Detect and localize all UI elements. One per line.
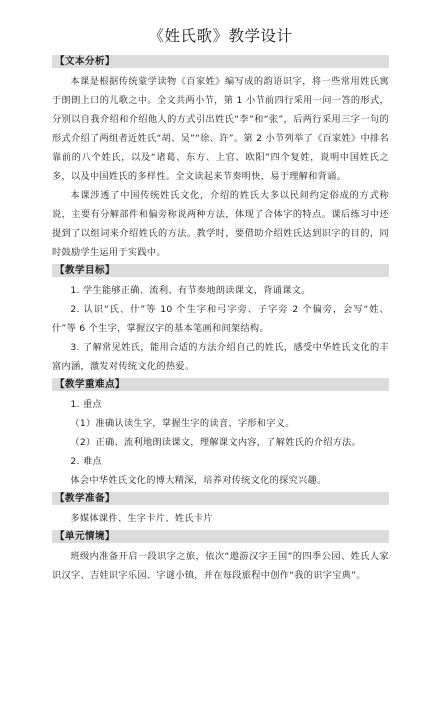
context-paragraph: 班级内准备开启一段识字之旅，依次“遨游汉字王国”的四季公园、姓氏人家识汉字、吉娃识字乐园、字谜小镇，并在每段旅程中创作“我的识字宝典”。 xyxy=(52,551,389,581)
keypoint-difficulty-item: 体会中华姓氏文化的博大精深，培养对传统文化的探究兴趣。 xyxy=(70,475,327,486)
goal-item-2: 2. 认识“氏、什”等 10 个生字和弓字旁、子字旁 2 个偏旁，会写“姓、什”等 6 个生字，掌握汉字的基本笔画和间架结构。 xyxy=(52,304,389,334)
analysis-paragraph-2: 本课涉透了中国传统姓氏文化，介绍的姓氏大多以民间约定俗成的方式称说，主要有分解部件和偏旁称说两种方法，体现了合体字的特点。课后练习中还提到了以组词来介绍姓氏的方法。教学时，要借助介绍姓氏达到识字的目的，同时鼓励学生运用于实践中。 xyxy=(52,190,389,258)
keypoint-difficulty-label: 2. 难点 xyxy=(70,456,102,467)
keypoint-key-item-2: （2）正确、流利地朗读课文，理解课文内容，了解姓氏的介绍方法。 xyxy=(70,437,362,448)
keypoint-key-label: 1. 重点 xyxy=(70,399,102,410)
goal-item-3: 3. 了解常见姓氏，能用合适的方法介绍自己的姓氏，感受中华姓氏文化的丰富内涵，激发对传统文化的热爱。 xyxy=(52,342,389,372)
section-heading-analysis: 【文本分析】 xyxy=(52,55,389,68)
section-heading-keypoints: 【教学重难点】 xyxy=(52,378,389,391)
prep-materials: 多媒体课件、生字卡片、姓氏卡片 xyxy=(70,513,213,524)
section-heading-context: 【单元情境】 xyxy=(52,530,389,543)
goal-item-1: 1. 学生能够正确、流利、有节奏地朗读课文，背诵课文。 xyxy=(70,285,311,296)
analysis-paragraph-1: 本课是根据传统蒙学读物《百家姓》编写成的韵语识字，将一些常用姓氏寓于朗朗上口的儿歌之中。全文共两小节，第 1 小节前四行采用一问一答的形式，分别以自我介绍和介绍他人的方式引出姓氏“李”和“张”，后两行采用三字一句的形式介绍了两组者近姓氏“胡、吴”“徐、许”。第 2 小节列举了《百家姓》中排名靠前的八个姓氏，以及“诸葛、东方、上官、欧阳”四个复姓，说明中国姓氏之多，以及中国姓氏的多样性。全文读起来节奏明快，易于理解和背诵。 xyxy=(52,76,389,182)
section-heading-prep: 【教学准备】 xyxy=(52,492,389,505)
keypoint-key-item-1: （1）准确认读生字，掌握生字的读音、字形和字义。 xyxy=(70,418,295,429)
section-heading-goals: 【教学目标】 xyxy=(52,264,389,277)
document-title: 《姓氏歌》教学设计 xyxy=(148,27,293,45)
